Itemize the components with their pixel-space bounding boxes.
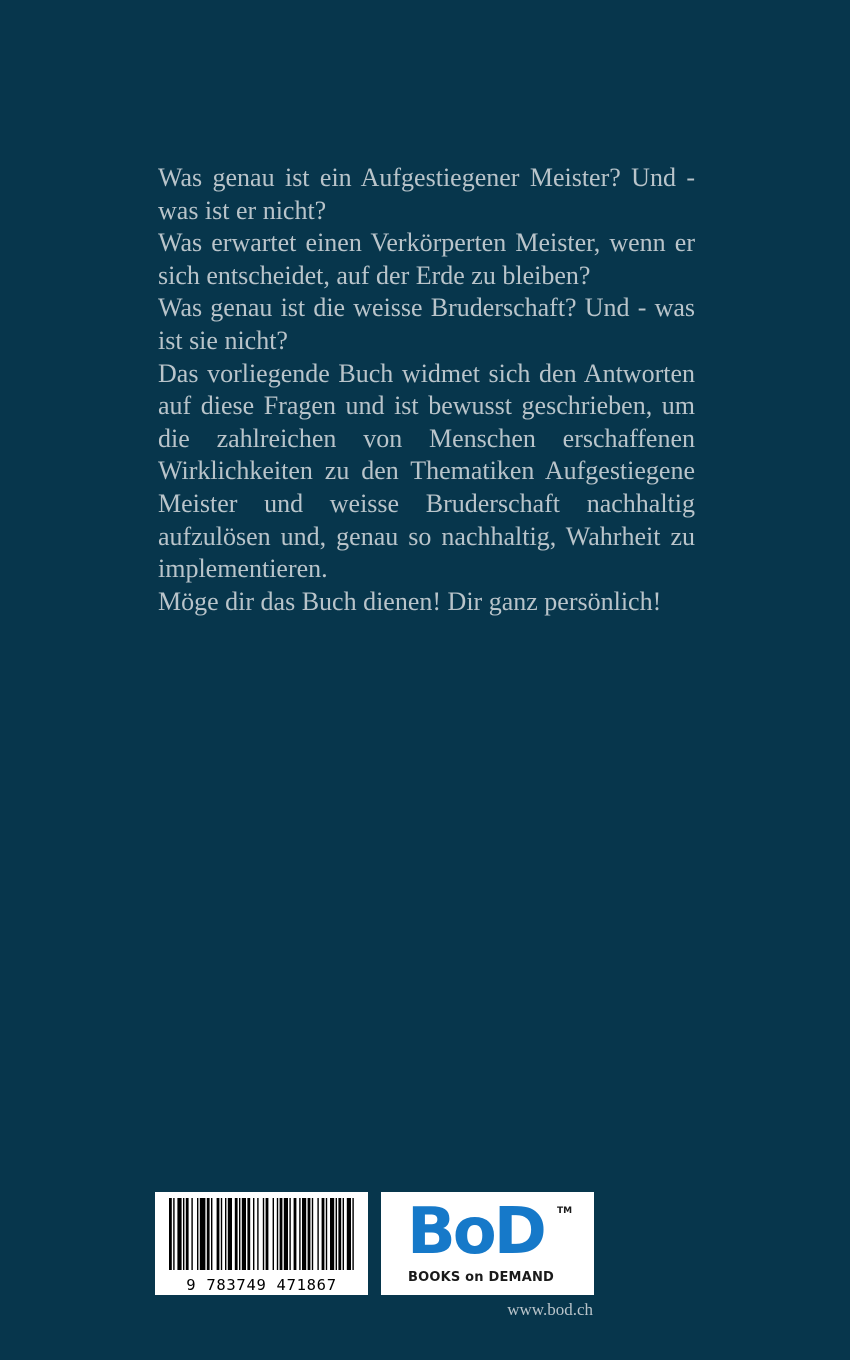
barcode-bar	[308, 1198, 311, 1270]
barcode-bar	[330, 1198, 334, 1270]
barcode-bar	[299, 1198, 300, 1270]
blurb-paragraph-1: Was genau ist ein Aufgestiegener Meister? Und - was ist er nicht?	[158, 163, 695, 225]
blurb-paragraph-4: Das vorliegende Buch widmet sich den Antworten auf diese Fragen und ist bewusst geschrieben, um die zahlreichen von Menschen erschaffenen Wirklichkeiten zu den Thematiken Aufgestiegene Meister und weisse Bruderschaft nachhaltig aufzulösen und, genau so nachhaltig, Wahrheit zu implementieren.	[158, 358, 695, 584]
barcode-bar	[317, 1198, 318, 1270]
barcode-bar	[257, 1198, 258, 1270]
bod-logo-text: BoD	[407, 1195, 544, 1269]
barcode-bar	[263, 1198, 264, 1270]
barcode-bar	[228, 1198, 232, 1270]
publisher-website: www.bod.ch	[507, 1300, 593, 1319]
barcode-bar	[294, 1198, 297, 1270]
trademark-mark: TM	[557, 1206, 573, 1216]
barcode-bar	[280, 1198, 283, 1270]
blurb-paragraph-5: Möge dir das Buch dienen! Dir ganz persönlich!	[158, 586, 662, 616]
barcode-bar	[277, 1198, 278, 1270]
blurb-paragraph-2: Was erwartet einen Verkörperten Meister, wenn er sich entscheidet, auf der Erde zu bleiben?	[158, 228, 695, 290]
barcode-bar	[200, 1198, 206, 1270]
barcode-bar	[253, 1198, 254, 1270]
barcode-bar	[312, 1198, 313, 1270]
barcode-bar	[183, 1198, 184, 1270]
barcode-bar	[211, 1198, 212, 1270]
barcode-bar	[239, 1198, 240, 1270]
barcode-bar	[186, 1198, 189, 1270]
barcode-bar	[347, 1198, 351, 1270]
back-cover-blurb	[158, 162, 695, 618]
barcode-bars	[155, 1192, 368, 1274]
barcode-bar	[284, 1198, 288, 1270]
blurb-paragraph-3: Was genau ist die weisse Bruderschaft? Und - was ist sie nicht?	[158, 293, 695, 355]
barcode-bar	[336, 1198, 337, 1270]
barcode-bar	[191, 1198, 192, 1270]
barcode-bar	[247, 1198, 250, 1270]
barcode-bar	[177, 1198, 181, 1270]
barcode-bar	[302, 1198, 306, 1270]
barcode-bar	[197, 1198, 198, 1270]
barcode-bar	[326, 1198, 327, 1270]
barcode-bar	[221, 1198, 222, 1270]
barcode-bar	[266, 1198, 269, 1270]
barcode-bar	[169, 1198, 172, 1270]
barcode-bar	[207, 1198, 210, 1270]
barcode-bar	[273, 1198, 274, 1270]
barcode-bar	[289, 1198, 290, 1270]
barcode-bar	[242, 1198, 246, 1270]
barcode-bar	[322, 1198, 325, 1270]
isbn-barcode	[155, 1192, 368, 1295]
barcode-bar	[235, 1198, 238, 1270]
publisher-logo	[381, 1192, 594, 1295]
isbn-digits: 9 783749 471867	[186, 1276, 337, 1294]
barcode-bar	[352, 1198, 353, 1270]
barcode-bar	[343, 1198, 344, 1270]
publisher-tagline: BOOKS on DEMAND	[408, 1270, 555, 1285]
barcode-bar	[338, 1198, 341, 1270]
barcode-bar	[217, 1198, 220, 1270]
barcode-bar	[173, 1198, 174, 1270]
barcode-bar	[225, 1198, 226, 1270]
